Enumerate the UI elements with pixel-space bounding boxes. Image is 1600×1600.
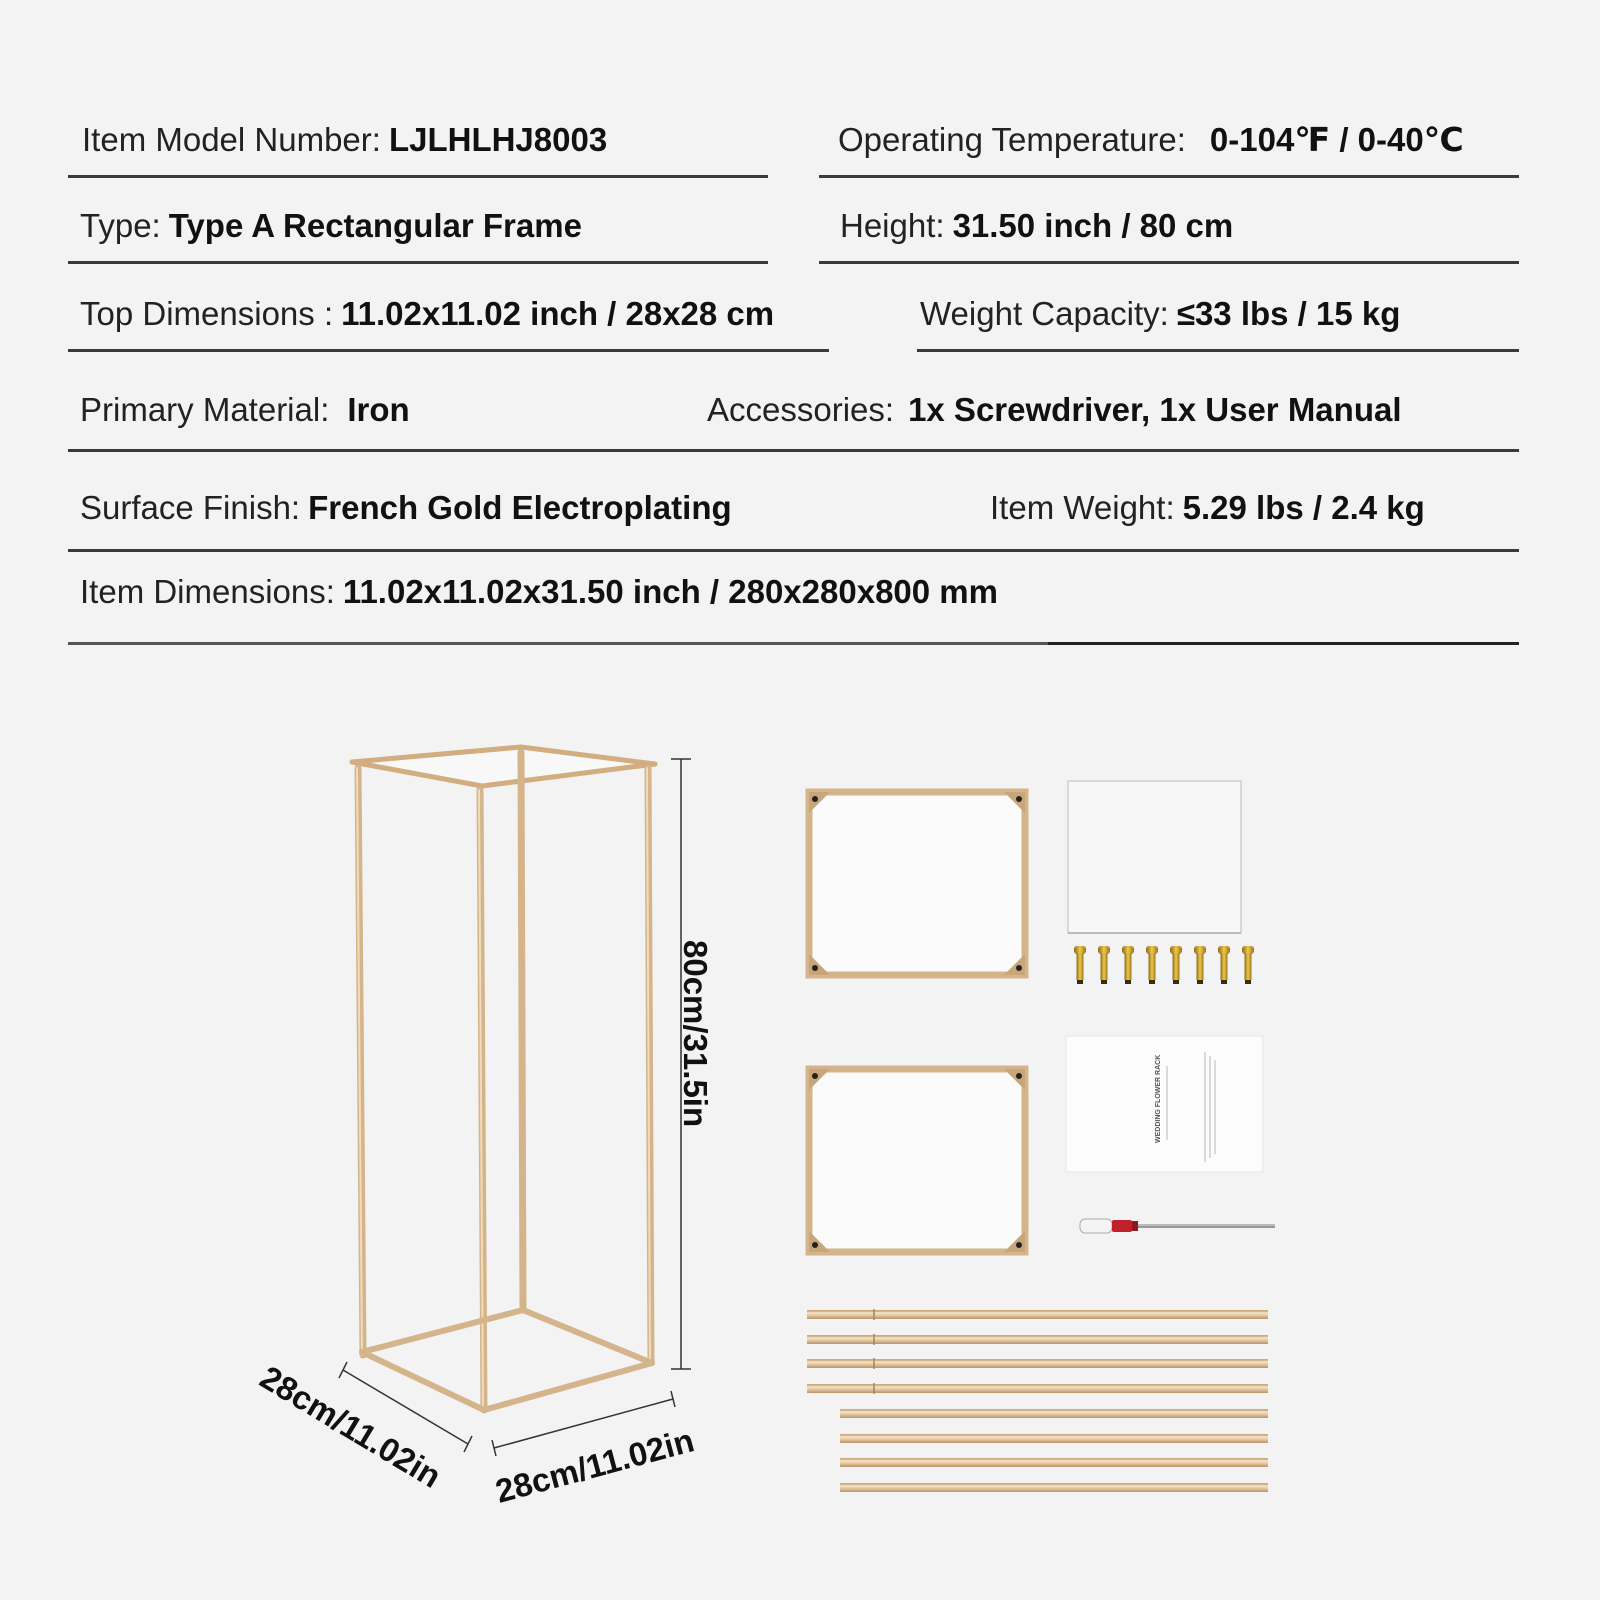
screws (1074, 946, 1254, 984)
bottom-frame (362, 1310, 652, 1410)
spec-label: Top Dimensions : (80, 295, 334, 332)
rod (840, 1434, 1268, 1443)
spec-value: Type A Rectangular Frame (168, 207, 582, 244)
spec-label: Weight Capacity: (920, 295, 1169, 332)
spec-value: French Gold Electroplating (308, 489, 732, 526)
posts (358, 752, 651, 1410)
rod (840, 1458, 1268, 1467)
rod (840, 1409, 1268, 1418)
spec-label: Item Dimensions: (80, 573, 335, 610)
assembled-stand (352, 747, 655, 1410)
rod (807, 1334, 1268, 1345)
spec-value: 11.02x11.02x31.50 inch / 280x280x800 mm (342, 573, 998, 610)
screw (1194, 946, 1206, 984)
frame-panel-top (809, 792, 1025, 975)
screwdriver (1080, 1219, 1275, 1233)
rod (807, 1309, 1268, 1320)
spec-label: Item Weight: (990, 489, 1175, 526)
spec-value: 1x Screwdriver, 1x User Manual (908, 391, 1402, 428)
frame-panel-bottom (809, 1069, 1025, 1252)
rod (840, 1483, 1268, 1492)
screw (1146, 946, 1158, 984)
screw (1122, 946, 1134, 984)
spec-value: ≤33 lbs / 15 kg (1176, 295, 1401, 332)
width-dimension-label: 28cm/11.02in (491, 1421, 698, 1510)
rods (807, 1309, 1268, 1492)
spec-label: Item Model Number: (82, 121, 381, 158)
rod (807, 1383, 1268, 1394)
screw (1074, 946, 1086, 984)
spec-value: LJLHLHJ8003 (388, 121, 608, 158)
manual-title: WEDDING FLOWER RACK (1155, 1054, 1162, 1143)
spec-value: 11.02x11.02 inch / 28x28 cm (341, 295, 775, 332)
screw (1242, 946, 1254, 984)
spec-label: Type: (80, 207, 161, 244)
spec-label: Surface Finish: (80, 489, 301, 526)
spec-value: 5.29 lbs / 2.4 kg (1182, 489, 1425, 526)
spec-label: Primary Material: (80, 391, 330, 428)
spec-label: Operating Temperature: (838, 121, 1186, 158)
screw (1098, 946, 1110, 984)
screw (1218, 946, 1230, 984)
spec-label: Accessories: (707, 391, 895, 428)
dimension-lines (339, 759, 691, 1456)
user-manual (1066, 1036, 1263, 1172)
rod (807, 1358, 1268, 1369)
glass-top (352, 747, 655, 786)
glass-plate (1068, 781, 1241, 933)
spec-value: 0-104℉ / 0-40℃ (1209, 121, 1464, 158)
height-dimension-label: 80cm/31.5in (677, 940, 714, 1128)
spec-label: Height: (840, 207, 945, 244)
depth-dimension-label: 28cm/11.02in (253, 1358, 448, 1495)
screw (1170, 946, 1182, 984)
spec-value: Iron (347, 391, 410, 428)
spec-value: 31.50 inch / 80 cm (952, 207, 1234, 244)
